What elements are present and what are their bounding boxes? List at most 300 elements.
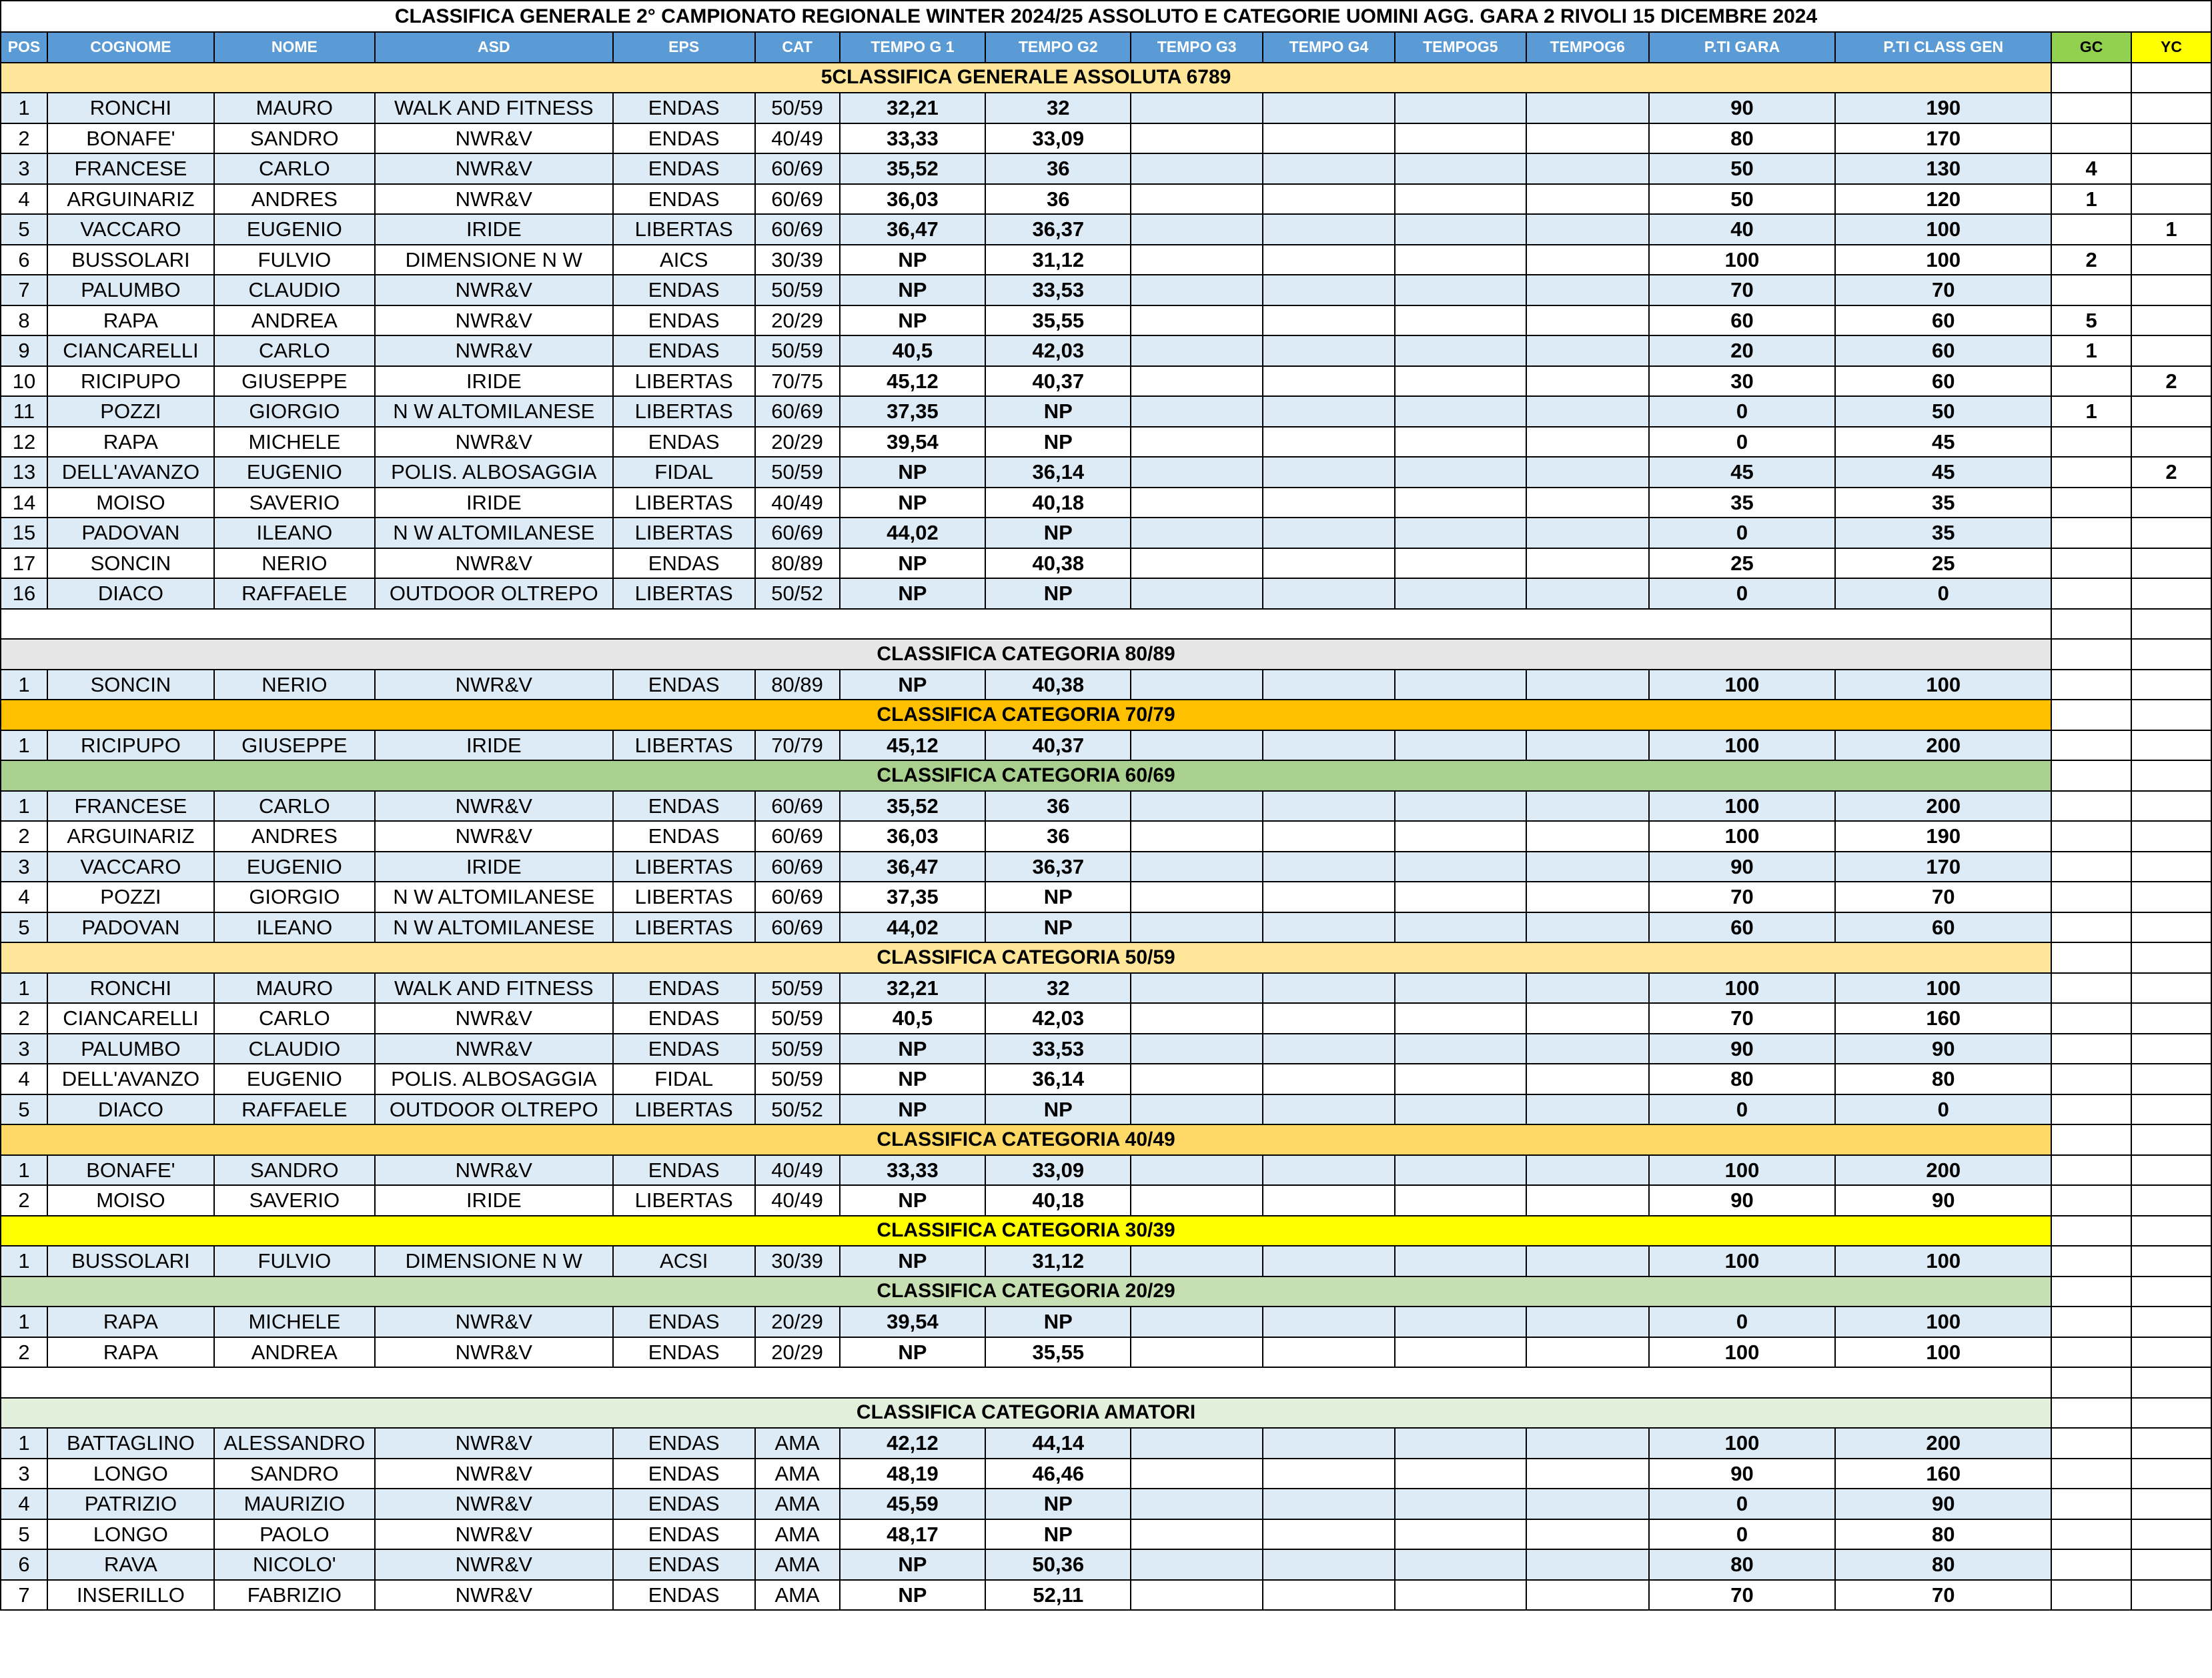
col-tempo-g4-cell	[1263, 457, 1395, 488]
col-punti-gara-cell: 0	[1649, 396, 1836, 427]
col-yc-cell	[2131, 548, 2211, 579]
col-asd-cell: N W ALTOMILANESE	[375, 912, 613, 943]
table-row	[1, 335, 2211, 366]
col-eps-cell: LIBERTAS	[613, 882, 755, 912]
table-row	[1, 396, 2211, 427]
col-tempo-g6-cell	[1526, 1185, 1649, 1216]
col-punti-gara-cell: 90	[1649, 1034, 1836, 1064]
col-cat-cell: 80/89	[755, 548, 840, 579]
col-nome-cell: SANDRO	[214, 1155, 375, 1186]
col-gc-cell	[2051, 518, 2131, 548]
col-cat-cell: 50/59	[755, 457, 840, 488]
col-pos-cell: 1	[1, 1307, 47, 1337]
col-eps-cell: ENDAS	[613, 821, 755, 852]
col-tempo-g1-cell: NP	[840, 1580, 986, 1611]
col-nome-cell: GIUSEPPE	[214, 730, 375, 761]
col-punti-gara-cell: 25	[1649, 548, 1836, 579]
col-eps-cell: LIBERTAS	[613, 214, 755, 245]
col-asd-cell: NWR&V	[375, 275, 613, 305]
col-tempo-g1-cell: 42,12	[840, 1428, 986, 1459]
col-cognome-header: COGNOME	[47, 32, 214, 63]
col-yc-cell	[2131, 153, 2211, 184]
col-eps-cell: LIBERTAS	[613, 912, 755, 943]
col-nome-cell: EUGENIO	[214, 1064, 375, 1094]
col-gc-cell	[2051, 1246, 2131, 1277]
col-tempo-g5-cell	[1395, 730, 1526, 761]
col-punti-class-gen-cell: 190	[1835, 821, 2051, 852]
col-pos-cell: 2	[1, 1337, 47, 1368]
col-tempo-g6-cell	[1526, 1337, 1649, 1368]
col-yc-cell	[2131, 1337, 2211, 1368]
col-cat-cell: 60/69	[755, 184, 840, 215]
col-tempo-g5-cell	[1395, 1185, 1526, 1216]
col-pos-cell: 1	[1, 973, 47, 1004]
col-tempo-g1-cell: NP	[840, 275, 986, 305]
col-yc-header: YC	[2131, 32, 2211, 63]
col-tempo-g6-cell	[1526, 305, 1649, 336]
col-punti-gara-cell: 90	[1649, 852, 1836, 882]
col-eps-cell: ENDAS	[613, 1337, 755, 1368]
col-eps-header: EPS	[613, 32, 755, 63]
col-tempo-g2-cell: NP	[985, 882, 1131, 912]
col-tempo-g4-cell	[1263, 1003, 1395, 1034]
col-tempo-g5-cell	[1395, 1489, 1526, 1519]
col-tempo-g2-header: TEMPO G2	[985, 32, 1131, 63]
col-pos-cell: 4	[1, 882, 47, 912]
col-yc-cell	[2131, 1246, 2211, 1277]
col-gc-cell	[2051, 973, 2131, 1004]
col-tempo-g5-cell	[1395, 396, 1526, 427]
col-tempo-g5-cell	[1395, 1549, 1526, 1580]
col-tempo-g3-cell	[1131, 184, 1263, 215]
col-tempo-g2-cell: 36	[985, 153, 1131, 184]
col-pos-cell: 1	[1, 791, 47, 822]
col-tempo-g5-cell	[1395, 1519, 1526, 1550]
col-asd-cell: NWR&V	[375, 427, 613, 458]
col-cognome-cell: ARGUINARIZ	[47, 821, 214, 852]
col-nome-cell: SANDRO	[214, 1459, 375, 1489]
col-asd-cell: NWR&V	[375, 335, 613, 366]
col-nome-cell: PAOLO	[214, 1519, 375, 1550]
col-tempo-g3-cell	[1131, 518, 1263, 548]
section-header-row	[1, 1277, 2211, 1307]
col-nome-cell: EUGENIO	[214, 457, 375, 488]
col-pos-cell: 16	[1, 578, 47, 609]
col-tempo-g1-cell: 48,17	[840, 1519, 986, 1550]
col-pos-cell: 3	[1, 153, 47, 184]
col-punti-class-gen-cell: 70	[1835, 882, 2051, 912]
col-tempo-g4-cell	[1263, 305, 1395, 336]
col-yc-cell	[2131, 1003, 2211, 1034]
col-tempo-g4-cell	[1263, 427, 1395, 458]
section-header-row	[1, 700, 2211, 730]
col-asd-cell: N W ALTOMILANESE	[375, 518, 613, 548]
col-pos-cell: 1	[1, 730, 47, 761]
table-row	[1, 153, 2211, 184]
section-header-row	[1, 1124, 2211, 1155]
gc-cell	[2051, 63, 2131, 93]
col-pos-cell: 15	[1, 518, 47, 548]
col-asd-cell: POLIS. ALBOSAGGIA	[375, 1064, 613, 1094]
col-punti-class-gen-cell: 60	[1835, 335, 2051, 366]
col-gc-cell	[2051, 275, 2131, 305]
col-yc-cell	[2131, 184, 2211, 215]
col-eps-cell: AICS	[613, 245, 755, 275]
col-tempo-g1-cell: 45,12	[840, 366, 986, 397]
col-pos-cell: 5	[1, 912, 47, 943]
col-tempo-g6-cell	[1526, 1155, 1649, 1186]
col-tempo-g5-cell	[1395, 973, 1526, 1004]
col-cognome-cell: RAPA	[47, 1307, 214, 1337]
col-pos-cell: 1	[1, 1155, 47, 1186]
col-eps-cell: ENDAS	[613, 335, 755, 366]
col-tempo-g4-cell	[1263, 1519, 1395, 1550]
col-tempo-g2-cell: 33,09	[985, 123, 1131, 154]
yc-cell	[2131, 1124, 2211, 1155]
blank-row	[1, 609, 2211, 640]
col-cognome-cell: RAPA	[47, 427, 214, 458]
section-header-row	[1, 639, 2211, 670]
col-tempo-g1-cell: NP	[840, 305, 986, 336]
table-row	[1, 852, 2211, 882]
col-asd-cell: OUTDOOR OLTREPO	[375, 578, 613, 609]
col-yc-cell	[2131, 882, 2211, 912]
col-pos-cell: 3	[1, 1459, 47, 1489]
col-eps-cell: ENDAS	[613, 548, 755, 579]
col-yc-cell	[2131, 821, 2211, 852]
col-tempo-g6-cell	[1526, 1489, 1649, 1519]
col-tempo-g1-cell: 45,12	[840, 730, 986, 761]
col-punti-class-gen-cell: 80	[1835, 1549, 2051, 1580]
yc-cell	[2131, 63, 2211, 93]
col-tempo-g3-cell	[1131, 1155, 1263, 1186]
col-tempo-g4-cell	[1263, 821, 1395, 852]
col-cat-cell: 20/29	[755, 1307, 840, 1337]
col-tempo-g4-cell	[1263, 245, 1395, 275]
col-cat-cell: AMA	[755, 1549, 840, 1580]
col-cat-cell: 50/59	[755, 1003, 840, 1034]
col-punti-gara-cell: 50	[1649, 184, 1836, 215]
col-tempo-g2-cell: 31,12	[985, 1246, 1131, 1277]
col-cognome-cell: PADOVAN	[47, 518, 214, 548]
col-asd-cell: WALK AND FITNESS	[375, 93, 613, 123]
col-nome-cell: FABRIZIO	[214, 1580, 375, 1611]
col-punti-gara-cell: 0	[1649, 1519, 1836, 1550]
col-tempo-g5-header: TEMPOG5	[1395, 32, 1526, 63]
col-gc-cell	[2051, 852, 2131, 882]
col-yc-cell	[2131, 1489, 2211, 1519]
col-tempo-g4-cell	[1263, 852, 1395, 882]
col-tempo-g3-cell	[1131, 1549, 1263, 1580]
gc-cell	[2051, 760, 2131, 791]
col-tempo-g2-cell: 40,38	[985, 670, 1131, 700]
col-punti-class-gen-cell: 70	[1835, 275, 2051, 305]
col-tempo-g6-cell	[1526, 852, 1649, 882]
col-tempo-g6-cell	[1526, 882, 1649, 912]
col-nome-cell: ANDREA	[214, 305, 375, 336]
col-gc-cell: 1	[2051, 184, 2131, 215]
col-gc-cell	[2051, 821, 2131, 852]
section-title: CLASSIFICA CATEGORIA 80/89	[1, 639, 2051, 670]
col-cat-cell: 40/49	[755, 1155, 840, 1186]
col-yc-cell	[2131, 1094, 2211, 1125]
col-tempo-g3-cell	[1131, 335, 1263, 366]
col-tempo-g3-cell	[1131, 1064, 1263, 1094]
col-cognome-cell: PALUMBO	[47, 275, 214, 305]
table-row	[1, 488, 2211, 518]
col-tempo-g2-cell: 32	[985, 93, 1131, 123]
col-pos-cell: 9	[1, 335, 47, 366]
col-pos-header: POS	[1, 32, 47, 63]
col-cognome-cell: SONCIN	[47, 548, 214, 579]
col-tempo-g3-cell	[1131, 1094, 1263, 1125]
col-punti-gara-cell: 35	[1649, 488, 1836, 518]
col-tempo-g3-cell	[1131, 1580, 1263, 1611]
col-tempo-g4-cell	[1263, 335, 1395, 366]
col-tempo-g4-cell	[1263, 93, 1395, 123]
col-cat-cell: 70/79	[755, 730, 840, 761]
col-asd-cell: NWR&V	[375, 821, 613, 852]
col-cognome-cell: CIANCARELLI	[47, 1003, 214, 1034]
col-tempo-g1-cell: 37,35	[840, 396, 986, 427]
col-asd-cell: NWR&V	[375, 1428, 613, 1459]
col-punti-class-gen-cell: 80	[1835, 1519, 2051, 1550]
col-eps-cell: LIBERTAS	[613, 578, 755, 609]
col-punti-gara-cell: 100	[1649, 1246, 1836, 1277]
col-gc-header: GC	[2051, 32, 2131, 63]
col-cognome-cell: VACCARO	[47, 852, 214, 882]
col-cat-cell: 40/49	[755, 123, 840, 154]
col-tempo-g3-cell	[1131, 791, 1263, 822]
col-tempo-g4-cell	[1263, 1034, 1395, 1064]
col-tempo-g5-cell	[1395, 912, 1526, 943]
col-tempo-g2-cell: 44,14	[985, 1428, 1131, 1459]
col-tempo-g2-cell: 42,03	[985, 335, 1131, 366]
col-cognome-cell: DELL'AVANZO	[47, 457, 214, 488]
col-yc-cell	[2131, 488, 2211, 518]
col-tempo-g1-cell: NP	[840, 1246, 986, 1277]
col-tempo-g3-cell	[1131, 548, 1263, 579]
col-tempo-g6-cell	[1526, 1064, 1649, 1094]
col-pos-cell: 13	[1, 457, 47, 488]
table-row	[1, 912, 2211, 943]
blank-row	[1, 1367, 2211, 1398]
col-tempo-g4-cell	[1263, 791, 1395, 822]
col-punti-gara-cell: 0	[1649, 1489, 1836, 1519]
col-tempo-g3-cell	[1131, 93, 1263, 123]
col-gc-cell	[2051, 1003, 2131, 1034]
col-tempo-g3-header: TEMPO G3	[1131, 32, 1263, 63]
col-nome-cell: NICOLO'	[214, 1549, 375, 1580]
col-tempo-g4-cell	[1263, 366, 1395, 397]
col-pos-cell: 1	[1, 670, 47, 700]
col-nome-cell: RAFFAELE	[214, 578, 375, 609]
section-title: CLASSIFICA CATEGORIA 20/29	[1, 1277, 2051, 1307]
col-tempo-g5-cell	[1395, 366, 1526, 397]
col-tempo-g2-cell: 36,37	[985, 214, 1131, 245]
col-pos-cell: 5	[1, 1094, 47, 1125]
col-tempo-g4-cell	[1263, 1246, 1395, 1277]
col-tempo-g1-cell: NP	[840, 457, 986, 488]
col-eps-cell: LIBERTAS	[613, 488, 755, 518]
col-yc-cell	[2131, 852, 2211, 882]
col-tempo-g1-cell: 32,21	[840, 93, 986, 123]
col-punti-gara-cell: 100	[1649, 1337, 1836, 1368]
col-punti-gara-cell: 100	[1649, 245, 1836, 275]
section-header-row	[1, 1398, 2211, 1429]
col-tempo-g6-cell	[1526, 821, 1649, 852]
col-gc-cell: 1	[2051, 396, 2131, 427]
sheet-title: CLASSIFICA GENERALE 2° CAMPIONATO REGIONALE WINTER 2024/25 ASSOLUTO E CATEGORIE UOMINI AGG. GARA 2 RIVOLI 15 DICEMBRE 2024	[1, 1, 2211, 32]
col-punti-class-gen-cell: 60	[1835, 366, 2051, 397]
col-asd-header: ASD	[375, 32, 613, 63]
col-gc-cell	[2051, 1580, 2131, 1611]
col-tempo-g3-cell	[1131, 245, 1263, 275]
col-tempo-g6-cell	[1526, 548, 1649, 579]
col-tempo-g1-cell: 37,35	[840, 882, 986, 912]
col-cognome-cell: PATRIZIO	[47, 1489, 214, 1519]
section-title: 5CLASSIFICA GENERALE ASSOLUTA 6789	[1, 63, 2051, 93]
gc-cell	[2051, 609, 2131, 640]
col-asd-cell: IRIDE	[375, 852, 613, 882]
col-tempo-g1-cell: 48,19	[840, 1459, 986, 1489]
col-pos-cell: 14	[1, 488, 47, 518]
col-punti-class-gen-cell: 200	[1835, 730, 2051, 761]
col-tempo-g5-cell	[1395, 548, 1526, 579]
col-tempo-g2-cell: 36,14	[985, 457, 1131, 488]
col-cognome-cell: INSERILLO	[47, 1580, 214, 1611]
col-eps-cell: ENDAS	[613, 1155, 755, 1186]
col-tempo-g1-cell: 36,47	[840, 852, 986, 882]
col-gc-cell	[2051, 1459, 2131, 1489]
table-row	[1, 1094, 2211, 1125]
col-eps-cell: LIBERTAS	[613, 518, 755, 548]
col-tempo-g3-cell	[1131, 730, 1263, 761]
col-tempo-g2-cell: NP	[985, 518, 1131, 548]
col-tempo-g1-cell: NP	[840, 1034, 986, 1064]
col-tempo-g3-cell	[1131, 488, 1263, 518]
col-gc-cell	[2051, 1034, 2131, 1064]
col-nome-cell: MAURO	[214, 93, 375, 123]
col-cognome-cell: VACCARO	[47, 214, 214, 245]
col-punti-gara-cell: 0	[1649, 427, 1836, 458]
col-tempo-g6-cell	[1526, 153, 1649, 184]
col-yc-cell	[2131, 1185, 2211, 1216]
table-row	[1, 93, 2211, 123]
col-tempo-g3-cell	[1131, 821, 1263, 852]
col-tempo-g6-cell	[1526, 427, 1649, 458]
table-row	[1, 427, 2211, 458]
title-row	[1, 1, 2211, 32]
col-punti-gara-cell: 45	[1649, 457, 1836, 488]
col-nome-cell: EUGENIO	[214, 852, 375, 882]
col-punti-class-gen-cell: 100	[1835, 670, 2051, 700]
col-tempo-g4-cell	[1263, 973, 1395, 1004]
col-eps-cell: ENDAS	[613, 123, 755, 154]
col-nome-cell: ILEANO	[214, 912, 375, 943]
col-tempo-g4-cell	[1263, 396, 1395, 427]
col-tempo-g5-cell	[1395, 1003, 1526, 1034]
col-tempo-g1-cell: 44,02	[840, 912, 986, 943]
col-tempo-g6-cell	[1526, 245, 1649, 275]
col-gc-cell	[2051, 912, 2131, 943]
col-eps-cell: FIDAL	[613, 457, 755, 488]
col-punti-gara-cell: 40	[1649, 214, 1836, 245]
col-punti-class-gen-cell: 100	[1835, 1307, 2051, 1337]
col-tempo-g5-cell	[1395, 1580, 1526, 1611]
col-tempo-g5-cell	[1395, 1246, 1526, 1277]
col-punti-gara-cell: 90	[1649, 1185, 1836, 1216]
col-tempo-g1-cell: NP	[840, 1094, 986, 1125]
col-tempo-g3-cell	[1131, 912, 1263, 943]
col-tempo-g1-cell: 35,52	[840, 153, 986, 184]
table-row	[1, 882, 2211, 912]
col-asd-cell: N W ALTOMILANESE	[375, 882, 613, 912]
col-eps-cell: ENDAS	[613, 1034, 755, 1064]
gc-cell	[2051, 1124, 2131, 1155]
col-pos-cell: 6	[1, 245, 47, 275]
col-tempo-g4-cell	[1263, 730, 1395, 761]
col-asd-cell: POLIS. ALBOSAGGIA	[375, 457, 613, 488]
col-gc-cell	[2051, 1307, 2131, 1337]
col-cognome-cell: PADOVAN	[47, 912, 214, 943]
col-asd-cell: NWR&V	[375, 184, 613, 215]
col-nome-cell: ANDRES	[214, 184, 375, 215]
col-gc-cell	[2051, 730, 2131, 761]
col-tempo-g4-cell	[1263, 1549, 1395, 1580]
table-row	[1, 1246, 2211, 1277]
table-row	[1, 457, 2211, 488]
col-punti-class-gen-cell: 200	[1835, 1155, 2051, 1186]
col-punti-gara-cell: 100	[1649, 1428, 1836, 1459]
col-tempo-g1-cell: NP	[840, 245, 986, 275]
table-row	[1, 1580, 2211, 1611]
yc-cell	[2131, 1367, 2211, 1398]
col-tempo-g2-cell: 50,36	[985, 1549, 1131, 1580]
table-row	[1, 1519, 2211, 1550]
col-tempo-g4-cell	[1263, 184, 1395, 215]
col-pos-cell: 6	[1, 1549, 47, 1580]
yc-cell	[2131, 942, 2211, 973]
col-gc-cell	[2051, 366, 2131, 397]
table-row	[1, 1064, 2211, 1094]
col-tempo-g3-cell	[1131, 396, 1263, 427]
col-nome-cell: CLAUDIO	[214, 275, 375, 305]
table-row	[1, 670, 2211, 700]
col-tempo-g2-cell: 52,11	[985, 1580, 1131, 1611]
col-eps-cell: ENDAS	[613, 1003, 755, 1034]
col-punti-gara-cell: 30	[1649, 366, 1836, 397]
section-title: CLASSIFICA CATEGORIA 40/49	[1, 1124, 2051, 1155]
col-pos-cell: 1	[1, 1246, 47, 1277]
col-gc-cell	[2051, 1428, 2131, 1459]
col-pos-cell: 1	[1, 1428, 47, 1459]
col-tempo-g5-cell	[1395, 457, 1526, 488]
col-cat-cell: 60/69	[755, 214, 840, 245]
col-nome-cell: GIORGIO	[214, 396, 375, 427]
col-eps-cell: FIDAL	[613, 1064, 755, 1094]
col-yc-cell	[2131, 1155, 2211, 1186]
col-nome-cell: ALESSANDRO	[214, 1428, 375, 1459]
col-yc-cell	[2131, 1549, 2211, 1580]
table-row	[1, 366, 2211, 397]
col-tempo-g5-cell	[1395, 1337, 1526, 1368]
col-tempo-g6-header: TEMPOG6	[1526, 32, 1649, 63]
col-tempo-g3-cell	[1131, 852, 1263, 882]
col-punti-gara-cell: 80	[1649, 1064, 1836, 1094]
col-cognome-cell: RICIPUPO	[47, 366, 214, 397]
gc-cell	[2051, 1277, 2131, 1307]
